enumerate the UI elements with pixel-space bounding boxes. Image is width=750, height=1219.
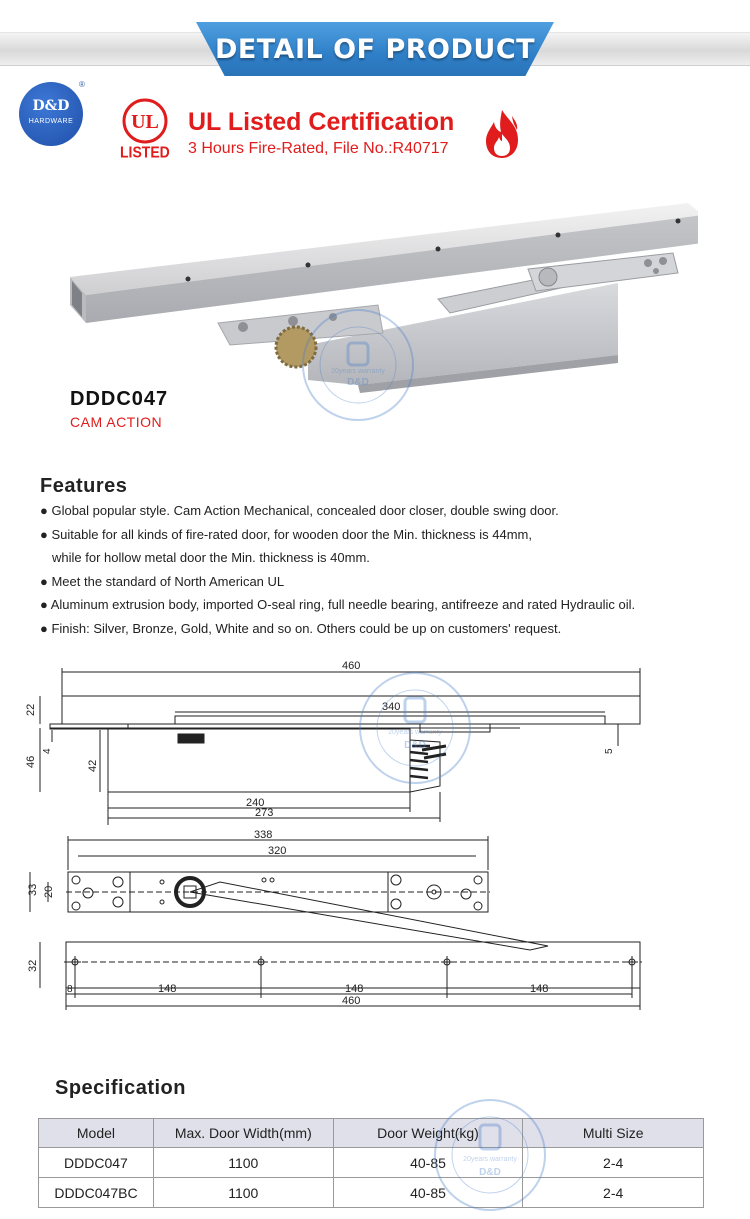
dim-460-top: 460: [342, 660, 361, 672]
side-view: [25, 660, 640, 825]
dim-33: 33: [27, 883, 39, 896]
feature-item: ● Meet the standard of North American UL: [40, 573, 285, 589]
table-cell: 1100: [153, 1148, 333, 1178]
column-header: Multi Size: [523, 1119, 704, 1148]
feature-item: ● Finish: Silver, Bronze, Gold, White and so on. Others could be up on customers' request.: [40, 620, 562, 636]
watermark-mid-text: 20years warranty: [331, 368, 385, 375]
certification-subtitle: 3 Hours Fire-Rated, File No.:R40717: [188, 140, 449, 157]
watermark-brand-text: D&D: [347, 377, 369, 388]
ul-listed-label: LISTED: [120, 143, 170, 161]
watermark-seal: [355, 668, 475, 788]
ul-seal-text: UL: [131, 111, 159, 133]
registered-mark: ®: [79, 80, 85, 89]
dim-148-a: 148: [158, 983, 177, 995]
watermark-seal: [298, 305, 418, 425]
dim-22: 22: [25, 703, 37, 716]
dim-8: 8: [67, 984, 73, 995]
feature-item: ● Aluminum extrusion body, imported O-seal ring, full needle bearing, antifreeze and rated Hydraulic oil.: [40, 597, 636, 612]
dim-46: 46: [25, 755, 37, 768]
table-cell: DDDC047BC: [39, 1178, 154, 1208]
certification-title: UL Listed Certification: [188, 108, 455, 136]
table-cell: 2-4: [523, 1148, 704, 1178]
dim-338: 338: [254, 829, 273, 841]
dim-148-b: 148: [345, 983, 364, 995]
dim-460-bottom: 460: [342, 995, 361, 1007]
watermark-mid-text: 20years warranty: [463, 1156, 517, 1163]
watermark-seal: [430, 1095, 550, 1215]
watermark-brand-text: D&D: [404, 740, 426, 751]
features-list: [40, 503, 740, 644]
ul-seal-icon: [122, 98, 168, 144]
dim-20: 20: [43, 885, 55, 898]
column-header: Max. Door Width(mm): [153, 1119, 333, 1148]
dim-320: 320: [268, 845, 287, 857]
page-title: DETAIL OF PRODUCT: [214, 34, 536, 65]
logo-main-text: D&D: [32, 98, 70, 114]
table-cell: 40-85: [333, 1148, 523, 1178]
dim-42: 42: [87, 759, 99, 772]
brand-logo: [19, 82, 83, 146]
dim-273: 273: [255, 807, 274, 819]
watermark-mid-text: 20years warranty: [388, 729, 442, 736]
table-row: [39, 1148, 704, 1178]
watermark-brand-text: D&D: [479, 1167, 501, 1178]
product-model: DDDC047: [70, 388, 169, 410]
dim-340: 340: [382, 701, 401, 713]
product-description: CAM ACTION: [70, 414, 163, 430]
table-cell: 40-85: [333, 1178, 523, 1208]
dim-148-c: 148: [530, 983, 549, 995]
specification-heading: Specification: [55, 1077, 186, 1099]
specification-table: [38, 1118, 704, 1208]
table-cell: DDDC047: [39, 1148, 154, 1178]
flame-icon: [482, 108, 522, 160]
column-header: Door Weight(kg): [333, 1119, 523, 1148]
feature-item: ● Suitable for all kinds of fire-rated door, for wooden door the Min. thickness is 44mm,: [40, 526, 532, 542]
table-cell: 1100: [153, 1178, 333, 1208]
table-row: [39, 1178, 704, 1208]
feature-item-continuation: while for hollow metal door the Min. thickness is 40mm.: [52, 550, 370, 565]
dim-240: 240: [246, 797, 265, 809]
table-cell: 2-4: [523, 1178, 704, 1208]
column-header: Model: [39, 1119, 154, 1148]
rail-view: [27, 942, 642, 1010]
table-header-row: [39, 1119, 704, 1148]
top-view: [27, 829, 548, 950]
dim-5: 5: [604, 748, 615, 754]
features-heading: Features: [40, 475, 128, 497]
logo-sub-text: HARDWARE: [28, 118, 74, 125]
feature-item: ● Global popular style. Cam Action Mechanical, concealed door closer, double swing door.: [40, 503, 559, 518]
dim-32: 32: [27, 959, 39, 972]
dim-4: 4: [42, 748, 53, 754]
